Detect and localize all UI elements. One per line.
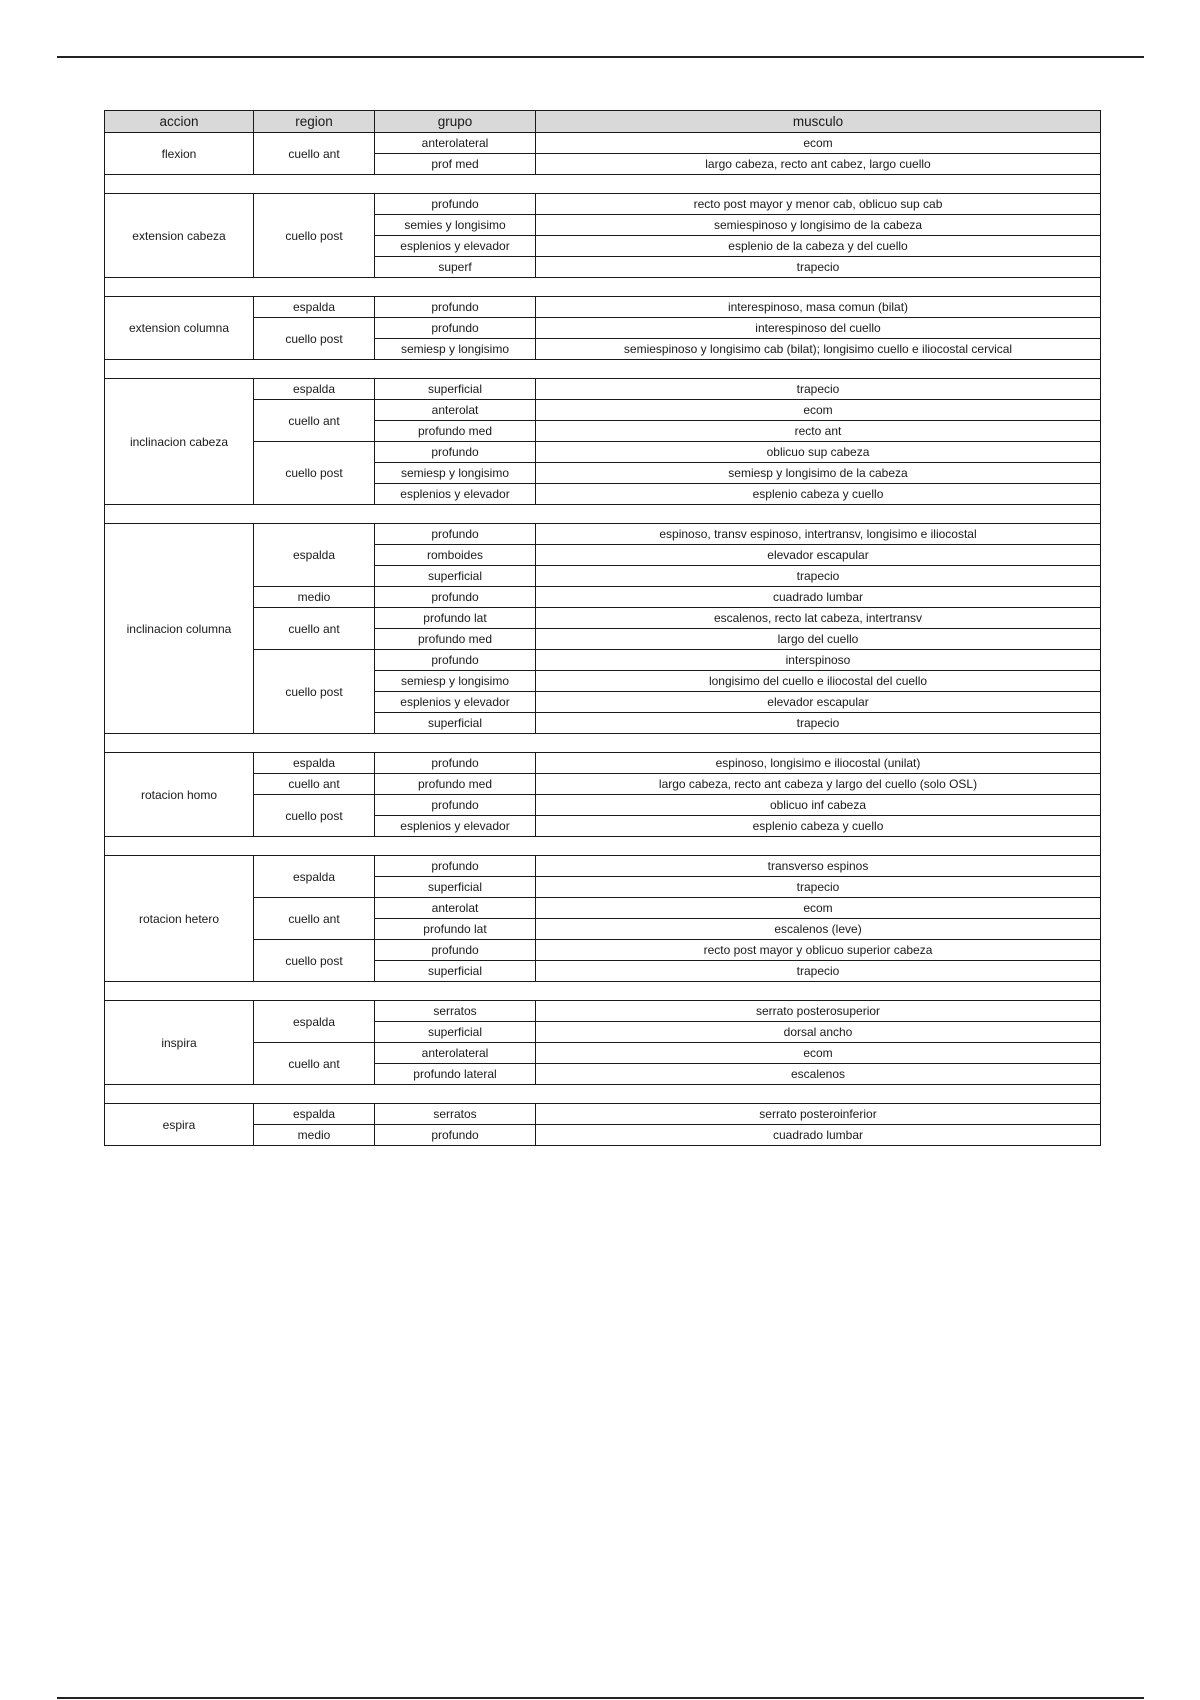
grupo-cell: anterolat	[375, 898, 536, 919]
grupo-cell: semies y longisimo	[375, 215, 536, 236]
region-cell: cuello ant	[254, 608, 375, 650]
table-row	[105, 194, 1101, 215]
musculo-cell: trapecio	[536, 877, 1101, 898]
grupo-cell: profundo	[375, 524, 536, 545]
musculo-cell: semiespinoso y longisimo de la cabeza	[536, 215, 1101, 236]
accion-cell: inspira	[105, 1001, 254, 1085]
musculo-cell: ecom	[536, 898, 1101, 919]
grupo-cell: semiesp y longisimo	[375, 671, 536, 692]
grupo-cell: profundo	[375, 318, 536, 339]
grupo-cell: esplenios y elevador	[375, 236, 536, 257]
header-grupo: grupo	[375, 111, 536, 133]
header-rule	[57, 56, 1144, 58]
musculo-cell: trapecio	[536, 379, 1101, 400]
grupo-cell: serratos	[375, 1001, 536, 1022]
grupo-cell: profundo med	[375, 629, 536, 650]
table-row	[105, 400, 1101, 421]
musculo-cell: longisimo del cuello e iliocostal del cuello	[536, 671, 1101, 692]
table-row	[105, 753, 1101, 774]
section-spacer	[105, 1085, 1101, 1104]
table-row	[105, 133, 1101, 154]
musculo-cell: interspinoso	[536, 650, 1101, 671]
grupo-cell: profundo	[375, 587, 536, 608]
musculo-cell: serrato posteroinferior	[536, 1104, 1101, 1125]
musculo-cell: elevador escapular	[536, 692, 1101, 713]
musculo-cell: oblicuo inf cabeza	[536, 795, 1101, 816]
header-region: region	[254, 111, 375, 133]
grupo-cell: superficial	[375, 566, 536, 587]
musculo-cell: esplenio de la cabeza y del cuello	[536, 236, 1101, 257]
musculo-cell: dorsal ancho	[536, 1022, 1101, 1043]
region-cell: cuello post	[254, 650, 375, 734]
grupo-cell: profundo lat	[375, 608, 536, 629]
header-accion: accion	[105, 111, 254, 133]
region-cell: espalda	[254, 297, 375, 318]
grupo-cell: profundo	[375, 753, 536, 774]
region-cell: espalda	[254, 379, 375, 400]
region-cell: cuello ant	[254, 898, 375, 940]
grupo-cell: superficial	[375, 379, 536, 400]
spacer-cell	[105, 734, 1101, 753]
table-row	[105, 795, 1101, 816]
accion-cell: espira	[105, 1104, 254, 1146]
grupo-cell: esplenios y elevador	[375, 816, 536, 837]
grupo-cell: profundo med	[375, 774, 536, 795]
region-cell: cuello ant	[254, 133, 375, 175]
grupo-cell: profundo	[375, 856, 536, 877]
musculo-cell: espinoso, transv espinoso, intertransv, longisimo e iliocostal	[536, 524, 1101, 545]
musculo-cell: largo cabeza, recto ant cabez, largo cuello	[536, 154, 1101, 175]
musculo-cell: trapecio	[536, 566, 1101, 587]
muscle-action-table	[104, 110, 1101, 1146]
grupo-cell: profundo lat	[375, 919, 536, 940]
table-header-row	[105, 111, 1101, 133]
musculo-cell: cuadrado lumbar	[536, 587, 1101, 608]
accion-cell: rotacion hetero	[105, 856, 254, 982]
grupo-cell: profundo	[375, 1125, 536, 1146]
region-cell: espalda	[254, 524, 375, 587]
table-row	[105, 442, 1101, 463]
accion-cell: rotacion homo	[105, 753, 254, 837]
grupo-cell: romboides	[375, 545, 536, 566]
section-spacer	[105, 982, 1101, 1001]
spacer-cell	[105, 982, 1101, 1001]
region-cell: cuello ant	[254, 1043, 375, 1085]
spacer-cell	[105, 278, 1101, 297]
region-cell: medio	[254, 587, 375, 608]
accion-cell: extension columna	[105, 297, 254, 360]
musculo-cell: trapecio	[536, 257, 1101, 278]
table-row	[105, 524, 1101, 545]
region-cell: cuello post	[254, 318, 375, 360]
region-cell: cuello ant	[254, 774, 375, 795]
grupo-cell: superf	[375, 257, 536, 278]
table-row	[105, 650, 1101, 671]
region-cell: espalda	[254, 1001, 375, 1043]
musculo-cell: interespinoso del cuello	[536, 318, 1101, 339]
grupo-cell: serratos	[375, 1104, 536, 1125]
region-cell: cuello post	[254, 442, 375, 505]
table-row	[105, 1001, 1101, 1022]
grupo-cell: anterolateral	[375, 1043, 536, 1064]
musculo-cell: largo cabeza, recto ant cabeza y largo del cuello (solo OSL)	[536, 774, 1101, 795]
section-spacer	[105, 734, 1101, 753]
musculo-cell: semiespinoso y longisimo cab (bilat); longisimo cuello e iliocostal cervical	[536, 339, 1101, 360]
spacer-cell	[105, 505, 1101, 524]
grupo-cell: superficial	[375, 877, 536, 898]
header-musculo: musculo	[536, 111, 1101, 133]
region-cell: cuello post	[254, 940, 375, 982]
section-spacer	[105, 278, 1101, 297]
table-row	[105, 774, 1101, 795]
table-row	[105, 608, 1101, 629]
spacer-cell	[105, 837, 1101, 856]
table-row	[105, 940, 1101, 961]
accion-cell: flexion	[105, 133, 254, 175]
table-row	[105, 856, 1101, 877]
table-row	[105, 898, 1101, 919]
table-row	[105, 1104, 1101, 1125]
grupo-cell: superficial	[375, 713, 536, 734]
grupo-cell: esplenios y elevador	[375, 484, 536, 505]
spacer-cell	[105, 1085, 1101, 1104]
section-spacer	[105, 505, 1101, 524]
musculo-cell: semiesp y longisimo de la cabeza	[536, 463, 1101, 484]
region-cell: espalda	[254, 753, 375, 774]
grupo-cell: prof med	[375, 154, 536, 175]
region-cell: cuello post	[254, 194, 375, 278]
musculo-cell: recto ant	[536, 421, 1101, 442]
grupo-cell: profundo lateral	[375, 1064, 536, 1085]
section-spacer	[105, 837, 1101, 856]
grupo-cell: superficial	[375, 961, 536, 982]
section-spacer	[105, 360, 1101, 379]
table-row	[105, 587, 1101, 608]
musculo-cell: elevador escapular	[536, 545, 1101, 566]
musculo-cell: ecom	[536, 1043, 1101, 1064]
musculo-cell: largo del cuello	[536, 629, 1101, 650]
musculo-cell: espinoso, longisimo e iliocostal (unilat)	[536, 753, 1101, 774]
grupo-cell: superficial	[375, 1022, 536, 1043]
accion-cell: inclinacion columna	[105, 524, 254, 734]
grupo-cell: profundo	[375, 795, 536, 816]
musculo-cell: trapecio	[536, 961, 1101, 982]
footer-rule	[57, 1697, 1144, 1699]
musculo-cell: escalenos	[536, 1064, 1101, 1085]
musculo-cell: oblicuo sup cabeza	[536, 442, 1101, 463]
table-row	[105, 318, 1101, 339]
musculo-cell: recto post mayor y menor cab, oblicuo sup cab	[536, 194, 1101, 215]
grupo-cell: profundo	[375, 297, 536, 318]
region-cell: cuello post	[254, 795, 375, 837]
region-cell: medio	[254, 1125, 375, 1146]
musculo-cell: escalenos (leve)	[536, 919, 1101, 940]
musculo-cell: ecom	[536, 400, 1101, 421]
region-cell: espalda	[254, 1104, 375, 1125]
grupo-cell: profundo med	[375, 421, 536, 442]
grupo-cell: semiesp y longisimo	[375, 463, 536, 484]
spacer-cell	[105, 175, 1101, 194]
table-body	[105, 133, 1101, 1146]
grupo-cell: esplenios y elevador	[375, 692, 536, 713]
musculo-cell: esplenio cabeza y cuello	[536, 816, 1101, 837]
musculo-cell: ecom	[536, 133, 1101, 154]
grupo-cell: profundo	[375, 442, 536, 463]
grupo-cell: anterolat	[375, 400, 536, 421]
musculo-cell: recto post mayor y oblicuo superior cabeza	[536, 940, 1101, 961]
region-cell: espalda	[254, 856, 375, 898]
table-row	[105, 379, 1101, 400]
musculo-cell: interespinoso, masa comun (bilat)	[536, 297, 1101, 318]
grupo-cell: profundo	[375, 194, 536, 215]
grupo-cell: profundo	[375, 650, 536, 671]
spacer-cell	[105, 360, 1101, 379]
region-cell: cuello ant	[254, 400, 375, 442]
table-row	[105, 1125, 1101, 1146]
grupo-cell: semiesp y longisimo	[375, 339, 536, 360]
musculo-cell: trapecio	[536, 713, 1101, 734]
table-row	[105, 1043, 1101, 1064]
musculo-cell: esplenio cabeza y cuello	[536, 484, 1101, 505]
musculo-cell: serrato posterosuperior	[536, 1001, 1101, 1022]
table-row	[105, 297, 1101, 318]
grupo-cell: anterolateral	[375, 133, 536, 154]
grupo-cell: profundo	[375, 940, 536, 961]
accion-cell: inclinacion cabeza	[105, 379, 254, 505]
musculo-cell: cuadrado lumbar	[536, 1125, 1101, 1146]
musculo-cell: escalenos, recto lat cabeza, intertransv	[536, 608, 1101, 629]
accion-cell: extension cabeza	[105, 194, 254, 278]
section-spacer	[105, 175, 1101, 194]
musculo-cell: transverso espinos	[536, 856, 1101, 877]
